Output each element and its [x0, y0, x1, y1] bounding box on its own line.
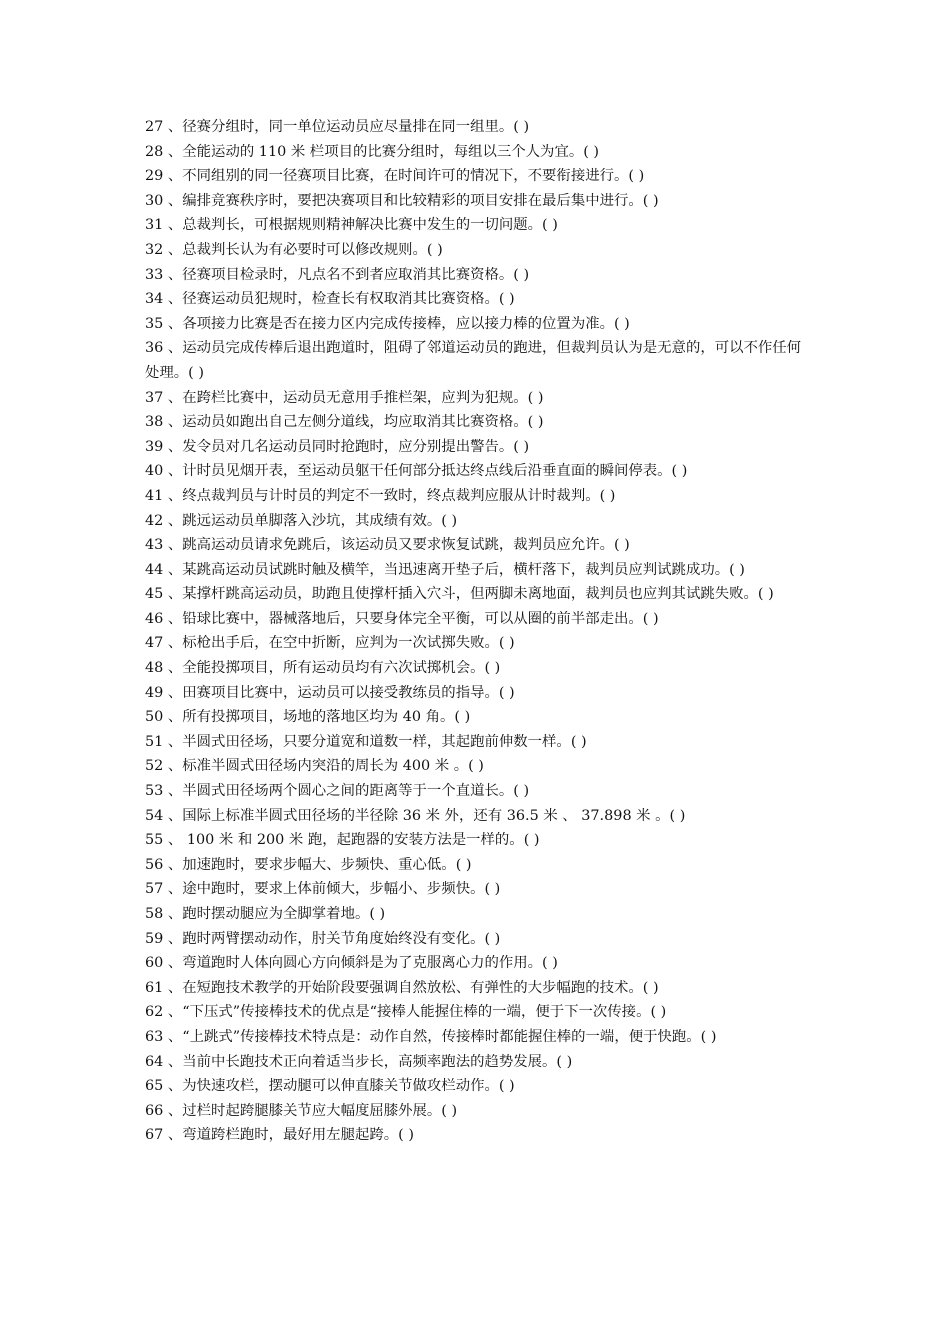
- question-66: 66 、过栏时起跨腿膝关节应大幅度屈膝外展。( ): [145, 1102, 458, 1119]
- question-30: 30 、编排竞赛秩序时，要把决赛项目和比较精彩的项目安排在最后集中进行。( ): [145, 192, 659, 209]
- question-55: 55 、 100 米 和 200 米 跑，起跑器的安装方法是一样的。( ): [145, 832, 540, 849]
- question-41: 41 、终点裁判员与计时员的判定不一致时，终点裁判应服从计时裁判。( ): [145, 487, 616, 504]
- question-29: 29 、不同组别的同一径赛项目比赛，在时间许可的情况下，不要衔接进行。( ): [145, 168, 645, 185]
- question-52: 52 、标准半圆式田径场内突沿的周长为 400 米 。( ): [145, 758, 484, 775]
- question-40: 40 、计时员见烟开表，至运动员躯干任何部分抵达终点线后沿垂直面的瞬间停表。( ): [145, 463, 688, 480]
- question-38: 38 、运动员如跑出自己左侧分道线，均应取消其比赛资格。( ): [145, 414, 544, 431]
- question-35: 35 、各项接力比赛是否在接力区内完成传接棒，应以接力棒的位置为准。( ): [145, 315, 630, 332]
- question-67: 67 、弯道跨栏跑时，最好用左腿起跨。( ): [145, 1127, 414, 1144]
- question-48: 48 、全能投掷项目，所有运动员均有六次试掷机会。( ): [145, 660, 501, 677]
- question-36: 36 、运动员完成传棒后退出跑道时，阻碍了邻道运动员的跑进，但裁判员认为是无意的，可以不作任何处理。( ): [145, 340, 802, 381]
- question-47: 47 、标枪出手后，在空中折断，应判为一次试掷失败。( ): [145, 635, 515, 652]
- question-46: 46 、铅球比赛中，器械落地后，只要身体完全平衡，可以从圈的前半部走出。( ): [145, 610, 659, 627]
- question-59: 59 、跑时两臂摆动动作，肘关节角度始终没有变化。( ): [145, 930, 501, 947]
- question-49: 49 、田赛项目比赛中，运动员可以接受教练员的指导。( ): [145, 684, 515, 701]
- question-42: 42 、跳远运动员单脚落入沙坑，其成绩有效。( ): [145, 512, 458, 529]
- question-50: 50 、所有投掷项目，场地的落地区均为 40 角。( ): [145, 709, 471, 726]
- question-57: 57 、途中跑时，要求上体前倾大，步幅小、步频快。( ): [145, 881, 501, 898]
- question-43: 43 、跳高运动员请求免跳后，该运动员又要求恢复试跳，裁判员应允许。( ): [145, 537, 630, 554]
- question-58: 58 、跑时摆动腿应为全脚掌着地。( ): [145, 906, 386, 922]
- question-64: 64 、当前中长跑技术正向着适当步长，高频率跑法的趋势发展。( ): [145, 1053, 573, 1070]
- question-54: 54 、国际上标准半圆式田径场的半径除 36 米 外，还有 36.5 米 、 37.898 米 。( ): [145, 807, 686, 824]
- question-53: 53 、半圆式田径场两个圆心之间的距离等于一个直道长。( ): [145, 783, 530, 800]
- question-60: 60 、弯道跑时人体向圆心方向倾斜是为了克服离心力的作用。( ): [145, 955, 558, 972]
- question-34: 34 、径赛运动员犯规时，检查长有权取消其比赛资格。( ): [145, 291, 515, 308]
- question-31: 31 、总裁判长，可根据规则精神解决比赛中发生的一切问题。( ): [145, 217, 558, 234]
- question-27: 27 、径赛分组时，同一单位运动员应尽量排在同一组里。( ): [145, 119, 530, 135]
- question-62: 62 、“下压式”传接棒技术的优点是“接棒人能握住棒的一端，便于下一次传接。( ): [145, 1004, 667, 1021]
- question-45: 45 、某撑杆跳高运动员，助跑且使撑杆插入穴斗，但两脚未离地面，裁判员也应判其试跳失败。( ): [145, 586, 774, 603]
- question-56: 56 、加速跑时，要求步幅大、步频快、重心低。( ): [145, 856, 472, 873]
- question-44: 44 、某跳高运动员试跳时触及横竿，当迅速离开垫子后，横杆落下，裁判员应判试跳成功。( ): [145, 561, 745, 578]
- question-33: 33 、径赛项目检录时，凡点名不到者应取消其比赛资格。( ): [145, 266, 530, 283]
- question-51: 51 、半圆式田径场，只要分道宽和道数一样，其起跑前伸数一样。( ): [145, 733, 587, 750]
- question-28: 28 、全能运动的 110 米 栏项目的比赛分组时，每组以三个人为宜。( ): [145, 143, 600, 160]
- question-61: 61 、在短跑技术教学的开始阶段要强调自然放松、有弹性的大步幅跑的技术。( ): [145, 979, 659, 996]
- question-65: 65 、为快速攻栏，摆动腿可以伸直膝关节做攻栏动作。( ): [145, 1078, 515, 1095]
- question-39: 39 、发令员对几名运动员同时抢跑时，应分别提出警告。( ): [145, 438, 530, 455]
- question-32: 32 、总裁判长认为有必要时可以修改规则。( ): [145, 241, 443, 258]
- question-63: 63 、“上跳式”传接棒技术特点是：动作自然，传接棒时都能握住棒的一端，便于快跑。( ): [145, 1028, 717, 1045]
- question-list: [145, 115, 815, 1148]
- question-37: 37 、在跨栏比赛中，运动员无意用手推栏架，应判为犯规。( ): [145, 389, 544, 406]
